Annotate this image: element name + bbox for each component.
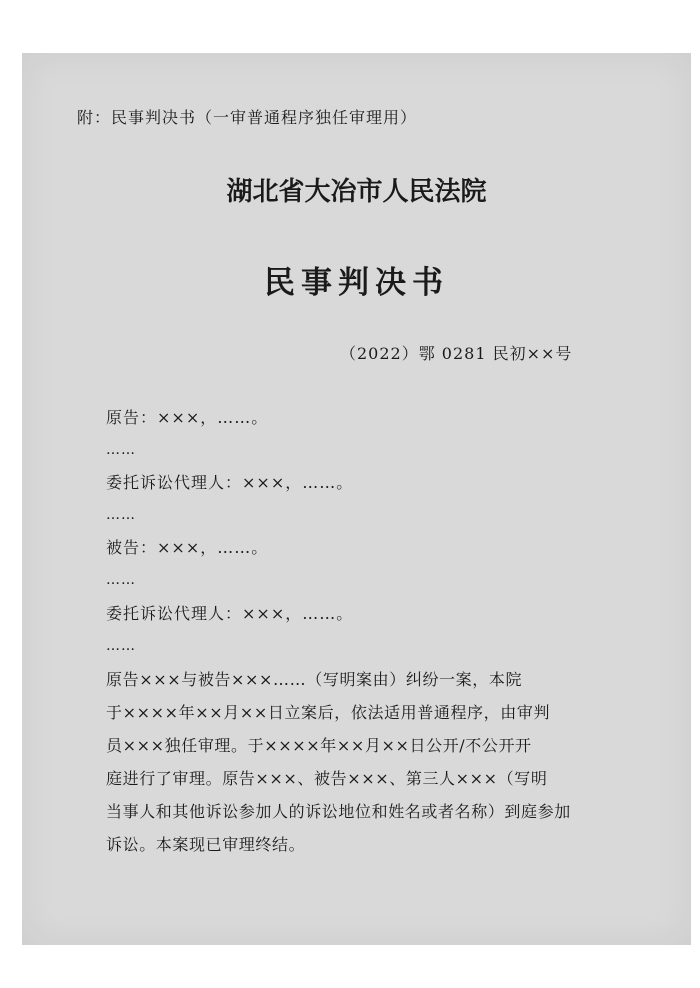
- party-ellipsis: ……: [106, 572, 136, 588]
- party-plaintiff-agent: 委托诉讼代理人：×××，……。: [106, 473, 354, 492]
- paragraph-line: 当事人和其他诉讼参加人的诉讼地位和姓名或者名称）到庭参加: [106, 802, 571, 821]
- party-ellipsis: ……: [106, 638, 136, 654]
- paragraph-line: 庭进行了审理。原告×××、被告×××、第三人×××（写明: [106, 769, 548, 788]
- party-defendant: 被告：×××，……。: [106, 538, 269, 557]
- scanned-document-page: [22, 53, 691, 945]
- document-title: 民事判决书: [264, 265, 449, 301]
- case-summary-paragraph: [106, 663, 646, 861]
- paragraph-line: 于××××年××月××日立案后，依法适用普通程序，由审判: [106, 703, 551, 722]
- paragraph-line: 员×××独任审理。于××××年××月××日公开/不公开开: [106, 736, 532, 755]
- party-ellipsis: ……: [106, 507, 136, 523]
- appendix-note: 附：民事判决书（一审普通程序独任审理用）: [77, 108, 418, 127]
- party-defendant-agent: 委托诉讼代理人：×××，……。: [106, 604, 354, 623]
- court-name: 湖北省大冶市人民法院: [226, 177, 487, 207]
- party-ellipsis: ……: [106, 442, 136, 458]
- case-number: （2022）鄂 0281 民初××号: [340, 344, 573, 363]
- paragraph-line: 诉讼。本案现已审理终结。: [106, 835, 306, 854]
- party-plaintiff: 原告：×××，……。: [106, 408, 269, 427]
- paragraph-line: 原告×××与被告×××……（写明案由）纠纷一案，本院: [106, 670, 523, 689]
